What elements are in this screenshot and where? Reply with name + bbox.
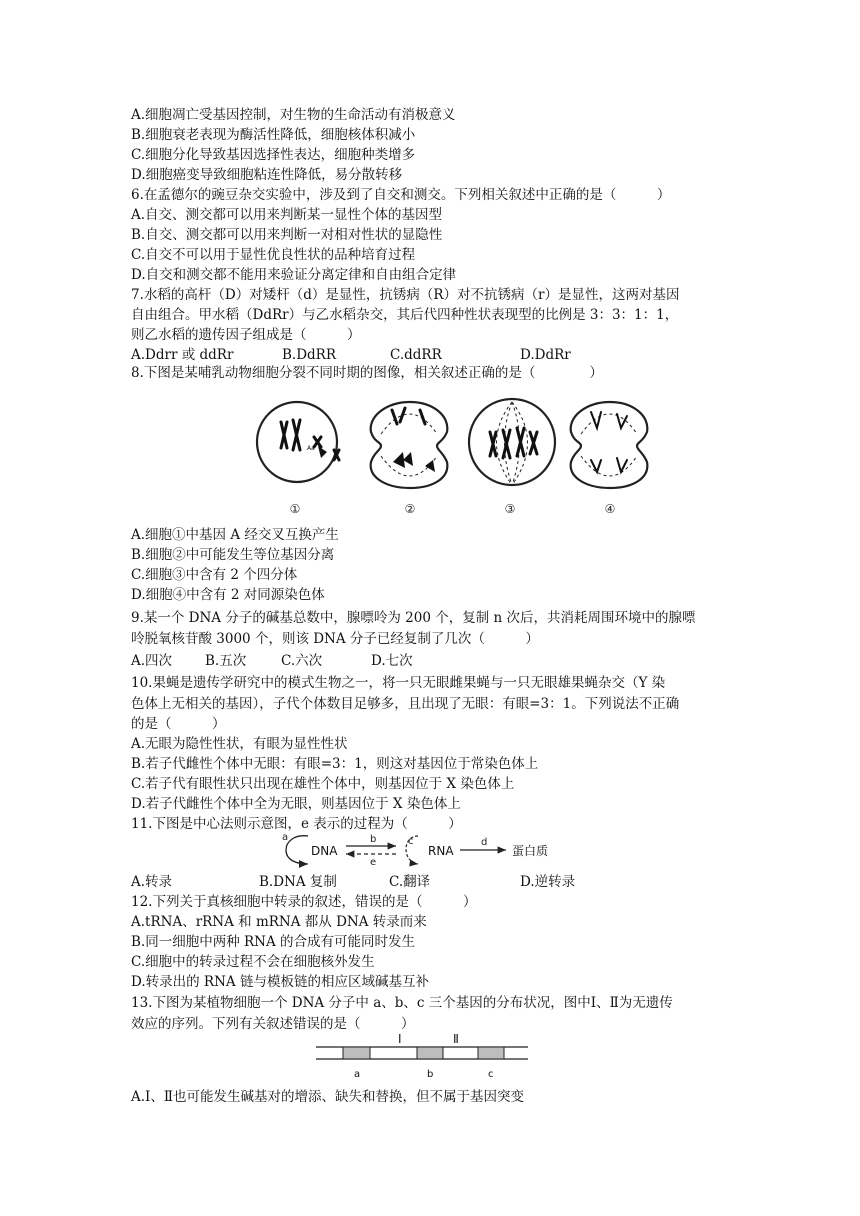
node-dna: DNA [311,844,338,858]
q5-option-d: D.细胞癌变导致细胞粘连性降低，易分散转移 [131,167,403,183]
q7-option-a: A.Ddrr 或 ddRr [131,347,234,363]
q7-option-c: C.ddRR [390,347,442,363]
q7-stem-line1: 7.水稻的高杆（D）对矮杆（d）是显性，抗锈病（R）对不抗锈病（r）是显性，这两对基因 [131,287,680,303]
q6-option-a: A.自交、测交都可以用来判断某一显性个体的基因型 [131,207,443,223]
q11-option-a: A.转录 [131,874,173,890]
node-protein: 蛋白质 [512,844,549,858]
q12-option-b: B.同一细胞中两种 RNA 的合成有可能同时发生 [131,934,416,950]
q9-option-a: A.四次 [131,653,173,669]
q9-stem-line2: 呤脱氧核苷酸 3000 个，则该 DNA 分子已经复制了几次（ ） [131,631,539,647]
label-region-II: Ⅱ [453,1032,459,1046]
q10-stem-line1: 10.果蝇是遗传学研究中的模式生物之一，将一只无眼雌果蝇与一只无眼雄果蝇杂交（Y 染 [131,675,666,691]
q13-stem-line1: 13.下图为某植物细胞一个 DNA 分子中 a、b、c 三个基因的分布状况，图中Ⅰ、Ⅱ为无遗传 [131,995,673,1011]
q8-option-b: B.细胞②中可能发生等位基因分离 [131,547,335,563]
label-gene-a: a [354,1069,361,1080]
q11-option-b: B.DNA 复制 [259,874,337,890]
cell-4 [571,402,648,516]
cell-1 [257,402,339,516]
q11-stem: 11.下图是中心法则示意图，e 表示的过程为（ ） [131,816,462,832]
label-e: e [370,857,377,868]
q9-option-c: C.六次 [281,653,323,669]
central-dogma-diagram [278,830,568,870]
q13-option-a: A.Ⅰ、Ⅱ也可能发生碱基对的增添、缺失和替换，但不属于基因突变 [131,1089,525,1105]
label-region-I: Ⅰ [398,1032,402,1046]
q12-option-d: D.转录出的 RNA 链与模板链的相应区域碱基互补 [131,974,429,990]
label-gene-c: c [488,1069,494,1080]
label-gene-b: b [427,1069,434,1080]
q5-option-c: C.细胞分化导致基因选择性表达，细胞种类增多 [131,147,416,163]
q8-option-a: A.细胞①中基因 A 经交叉互换产生 [131,527,339,543]
label-a: a [282,832,289,843]
figure-label-4: ④ [604,502,616,516]
q11-option-d: D.逆转录 [520,874,576,890]
q9-option-b: B.五次 [205,653,247,669]
q9-option-d: D.七次 [371,653,413,669]
q7-stem-line3: 则乙水稻的遗传因子组成是（ ） [131,327,361,343]
gene-label-a-upper: A [307,445,312,452]
q12-stem: 12.下列关于真核细胞中转录的叙述，错误的是（ ） [131,894,477,910]
q8-stem: 8.下图是某哺乳动物细胞分裂不同时期的图像，相关叙述正确的是（ ） [131,365,603,381]
gene-label-a-lower: a [311,445,315,452]
q10-option-c: C.若子代有眼性状只出现在雄性个体中，则基因位于 X 染色体上 [131,776,515,792]
q6-stem: 6.在孟德尔的豌豆杂交实验中，涉及到了自交和测交。下列相关叙述中正确的是（ ） [131,187,671,203]
figure-label-1: ① [289,502,301,516]
q10-option-a: A.无眼为隐性性状，有眼为显性性状 [131,736,348,752]
figure-label-3: ③ [504,502,516,516]
q8-option-c: C.细胞③中含有 2 个四分体 [131,567,298,583]
label-d: d [481,837,488,848]
q6-option-d: D.自交和测交都不能用来验证分离定律和自由组合定律 [131,267,457,283]
cell-division-figure [255,390,655,518]
q10-option-b: B.若子代雌性个体中无眼：有眼=3：1，则这对基因位于常染色体上 [131,756,539,772]
q7-option-b: B.DdRR [282,347,337,363]
label-b: b [370,834,377,845]
q6-option-b: B.自交、测交都可以用来判断一对相对性状的显隐性 [131,227,443,243]
q7-option-d: D.DdRr [520,347,571,363]
q10-stem-line3: 的是（ ） [131,716,226,732]
q12-option-a: A.tRNA、rRNA 和 mRNA 都从 DNA 转录而来 [131,914,427,930]
q13-stem-line2: 效应的序列。下列有关叙述错误的是（ ） [131,1016,415,1032]
cell-3 [469,399,555,516]
q10-stem-line2: 色体上无相关的基因），子代个体数目足够多，且出现了无眼：有眼=3：1。下列说法不正确 [131,696,680,712]
q12-option-c: C.细胞中的转录过程不会在细胞核外发生 [131,954,375,970]
q6-option-c: C.自交不可以用于显性优良性状的品种培育过程 [131,247,416,263]
figure-label-2: ② [404,502,416,516]
q7-stem-line2: 自由组合。甲水稻（DdRr）与乙水稻杂交，其后代四种性状表现型的比例是 3：3：1：1， [131,307,679,323]
node-rna: RNA [428,844,454,858]
q5-option-b: B.细胞衰老表现为酶活性降低，细胞核体积减小 [131,127,416,143]
cell-2 [371,402,448,516]
q9-stem-line1: 9.某一个 DNA 分子的碱基总数中，腺嘌呤为 200 个，复制 n 次后，共消耗周围环境中的腺嘌 [131,610,696,626]
q8-option-d: D.细胞④中含有 2 对同源染色体 [131,587,325,603]
q5-option-a: A.细胞凋亡受基因控制，对生物的生命活动有消极意义 [131,107,456,123]
q10-option-d: D.若子代雌性个体中全为无眼，则基因位于 X 染色体上 [131,796,461,812]
q11-option-c: C.翻译 [389,874,431,890]
label-c: c [408,836,414,847]
dna-gene-diagram [312,1030,532,1080]
